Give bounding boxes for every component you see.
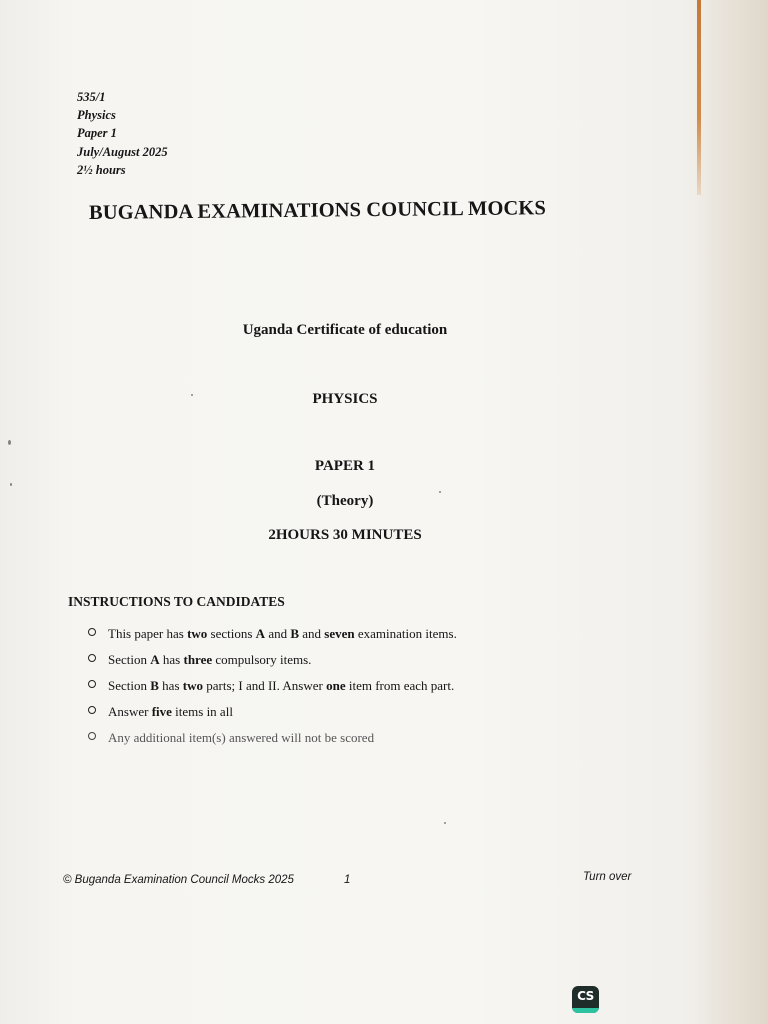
instruction-run: Answer bbox=[108, 704, 152, 719]
instruction-run: and bbox=[265, 626, 291, 641]
instruction-run: Section bbox=[108, 678, 151, 693]
paper-number: Paper 1 bbox=[77, 126, 117, 141]
subject-heading: PHYSICS bbox=[312, 391, 378, 407]
instruction-run: examination items. bbox=[354, 626, 457, 641]
instruction-text bbox=[108, 652, 311, 667]
instruction-run: and bbox=[299, 626, 325, 641]
instruction-emphasis: seven bbox=[324, 626, 355, 641]
instruction-emphasis: B bbox=[150, 678, 159, 693]
page-edge-stain bbox=[697, 0, 701, 195]
footer-page-number: 1 bbox=[344, 874, 351, 886]
instruction-item bbox=[88, 676, 648, 702]
instructions-heading: INSTRUCTIONS TO CANDIDATES bbox=[68, 594, 285, 609]
paper-code: 535/1 bbox=[77, 90, 106, 104]
circle-bullet-icon bbox=[88, 732, 96, 740]
instruction-emphasis: one bbox=[326, 678, 346, 693]
paper-duration: 2½ hours bbox=[77, 162, 126, 177]
instruction-emphasis: three bbox=[183, 652, 213, 667]
scanner-badge-label: CS bbox=[577, 989, 594, 1003]
circle-bullet-icon bbox=[88, 680, 96, 688]
paper-heading: PAPER 1 bbox=[314, 458, 376, 474]
camscanner-logo-icon bbox=[572, 986, 599, 1013]
instruction-run: has bbox=[159, 652, 184, 667]
circle-bullet-icon bbox=[88, 628, 96, 636]
instruction-run: Section bbox=[108, 652, 151, 667]
instruction-item bbox=[88, 702, 648, 728]
footer-copyright: © Buganda Examination Council Mocks 2025 bbox=[63, 874, 294, 886]
instruction-emphasis: A bbox=[150, 652, 160, 667]
exam-council-title: BUGANDA EXAMINATIONS COUNCIL MOCKS bbox=[88, 197, 547, 224]
instruction-run: compulsory items. bbox=[212, 652, 312, 667]
instruction-text bbox=[108, 704, 233, 719]
instruction-emphasis: two bbox=[187, 626, 208, 641]
instruction-run: parts; I and II. Answer bbox=[202, 678, 327, 693]
paper-session: July/August 2025 bbox=[77, 144, 168, 159]
page-edge-shadow bbox=[692, 0, 768, 1024]
paper-subject: Physics bbox=[77, 108, 116, 123]
paper-header-meta bbox=[77, 88, 168, 179]
certificate-name: Uganda Certificate of education bbox=[242, 322, 448, 338]
instruction-run: item from each part. bbox=[345, 678, 455, 693]
scan-speck bbox=[10, 483, 12, 486]
instruction-item bbox=[88, 650, 648, 676]
footer-turn-over: Turn over bbox=[583, 871, 632, 883]
scanner-badge-stripe bbox=[572, 1008, 599, 1013]
instruction-run: items in all bbox=[171, 704, 233, 719]
instruction-run: This paper has bbox=[108, 626, 188, 641]
paper-type: (Theory) bbox=[316, 493, 374, 509]
instruction-text bbox=[108, 626, 457, 641]
scan-speck bbox=[8, 440, 11, 445]
circle-bullet-icon bbox=[88, 706, 96, 714]
instruction-emphasis: A bbox=[255, 626, 266, 641]
instruction-run: sections bbox=[207, 626, 256, 641]
instruction-text bbox=[108, 730, 374, 745]
time-allowed: 2HOURS 30 MINUTES bbox=[268, 527, 422, 543]
instruction-item bbox=[88, 728, 648, 754]
instruction-emphasis: five bbox=[151, 704, 172, 719]
instruction-text bbox=[108, 678, 454, 693]
scan-speck bbox=[444, 822, 446, 824]
circle-bullet-icon bbox=[88, 654, 96, 662]
scan-speck bbox=[439, 491, 441, 493]
scan-speck bbox=[191, 394, 193, 396]
instruction-emphasis: two bbox=[182, 678, 203, 693]
instruction-run: Any additional item(s) answered will not be scored bbox=[108, 730, 375, 745]
instruction-run: has bbox=[158, 678, 183, 693]
instructions-list bbox=[88, 624, 648, 754]
instruction-emphasis: B bbox=[290, 626, 300, 641]
instruction-item bbox=[88, 624, 648, 650]
